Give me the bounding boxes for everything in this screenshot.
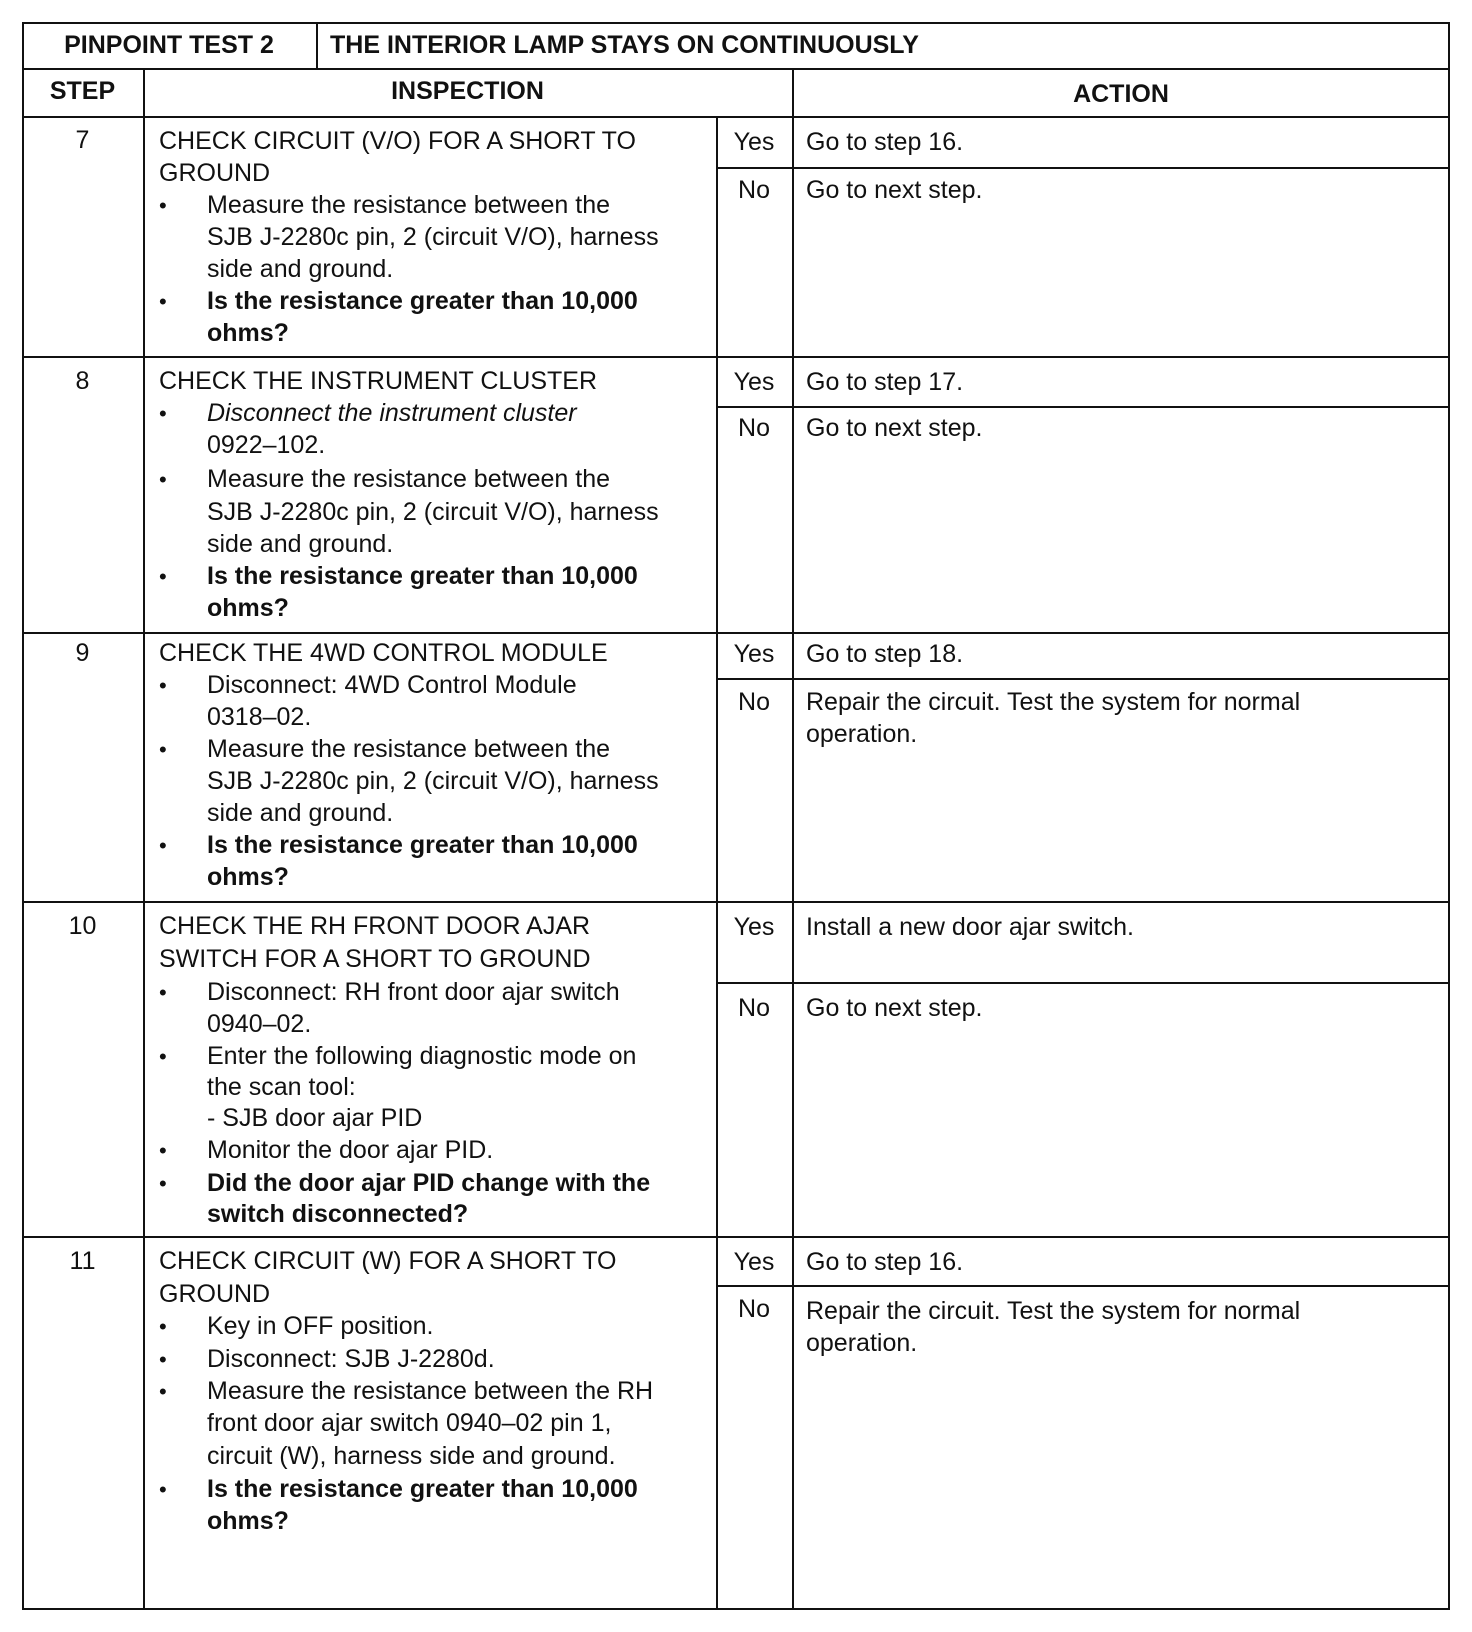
step-title-line: CHECK CIRCUIT (V/O) FOR A SHORT TO	[159, 127, 636, 155]
yes-action: Go to step 16.	[806, 128, 964, 156]
no-label: No	[738, 176, 770, 204]
no-action: operation.	[806, 1329, 918, 1357]
bullet-line: 0318–02.	[207, 703, 312, 731]
step-title-line: GROUND	[159, 159, 271, 187]
bullet-line: Disconnect: SJB J-2280d.	[207, 1345, 495, 1373]
bullet-question: Is the resistance greater than 10,000	[207, 562, 638, 590]
yes-label: Yes	[733, 1248, 775, 1276]
no-label: No	[738, 994, 770, 1022]
no-action: Repair the circuit. Test the system for normal	[806, 1297, 1301, 1325]
step-number: 7	[75, 126, 90, 154]
bullet-line: circuit (W), harness side and ground.	[207, 1442, 616, 1470]
row-divider	[22, 1236, 1450, 1238]
step-number: 9	[75, 639, 90, 667]
bullet-line: Enter the following diagnostic mode on	[207, 1042, 637, 1070]
bullet-line: Measure the resistance between the	[207, 191, 611, 219]
column-header-inspection: INSPECTION	[391, 77, 544, 105]
yes-no-divider	[716, 406, 1450, 408]
bullet-line: Measure the resistance between the	[207, 465, 611, 493]
bullet-icon: •	[159, 193, 167, 218]
bullet-icon: •	[159, 1171, 167, 1196]
no-action: Go to next step.	[806, 994, 983, 1022]
step-title-line: CHECK THE RH FRONT DOOR AJAR	[159, 912, 591, 940]
bullet-line: SJB J-2280c pin, 2 (circuit V/O), harness	[207, 767, 659, 795]
row-divider	[22, 632, 1450, 634]
step-number: 10	[68, 912, 97, 940]
bullet-question: Is the resistance greater than 10,000	[207, 287, 638, 315]
bullet-icon: •	[159, 1314, 167, 1339]
step-title-line: SWITCH FOR A SHORT TO GROUND	[159, 945, 591, 973]
no-action: Go to next step.	[806, 176, 983, 204]
no-action: Repair the circuit. Test the system for normal	[806, 688, 1301, 716]
column-header-step: STEP	[49, 77, 116, 105]
row-divider	[22, 356, 1450, 358]
step-number: 11	[69, 1247, 96, 1275]
bullet-icon: •	[159, 289, 167, 314]
bullet-icon: •	[159, 737, 167, 762]
no-label: No	[738, 414, 770, 442]
answer-column-divider	[716, 116, 718, 1610]
yes-action: Go to step 16.	[806, 1248, 964, 1276]
bullet-icon: •	[159, 401, 167, 426]
test-title: THE INTERIOR LAMP STAYS ON CONTINUOUSLY	[330, 31, 919, 59]
bullet-line: side and ground.	[207, 799, 394, 827]
bullet-line: side and ground.	[207, 530, 394, 558]
yes-label: Yes	[733, 640, 775, 668]
no-action: operation.	[806, 720, 918, 748]
step-column-divider	[143, 68, 145, 1610]
column-header-divider	[22, 116, 1450, 118]
yes-label: Yes	[733, 368, 775, 396]
bullet-icon: •	[159, 1347, 167, 1372]
step-title-line: CHECK THE 4WD CONTROL MODULE	[159, 639, 608, 667]
bullet-question: Is the resistance greater than 10,000	[207, 831, 638, 859]
test-label: PINPOINT TEST 2	[64, 31, 274, 59]
bullet-line: Disconnect: RH front door ajar switch	[207, 978, 620, 1006]
bullet-icon: •	[159, 673, 167, 698]
bullet-question: Is the resistance greater than 10,000	[207, 1475, 638, 1503]
bullet-icon: •	[159, 1044, 167, 1069]
header-divider	[22, 68, 1450, 70]
bullet-icon: •	[159, 980, 167, 1005]
bullet-line: Monitor the door ajar PID.	[207, 1136, 494, 1164]
yes-label: Yes	[733, 128, 775, 156]
bullet-question: ohms?	[207, 319, 289, 347]
bullet-question: ohms?	[207, 594, 289, 622]
bullet-icon: •	[159, 833, 167, 858]
bullet-line: the scan tool:	[207, 1073, 356, 1101]
bullet-line: front door ajar switch 0940–02 pin 1,	[207, 1409, 612, 1437]
bullet-line: Key in OFF position.	[207, 1312, 434, 1340]
column-header-action: ACTION	[1073, 80, 1169, 108]
row-divider	[22, 901, 1450, 903]
no-action: Go to next step.	[806, 414, 983, 442]
yes-no-divider	[716, 167, 1450, 169]
bullet-line: Disconnect: 4WD Control Module	[207, 671, 577, 699]
yes-action: Install a new door ajar switch.	[806, 913, 1134, 941]
sub-bullet-line: - SJB door ajar PID	[207, 1104, 423, 1132]
step-number: 8	[75, 367, 90, 395]
bullet-icon: •	[159, 564, 167, 589]
yes-no-divider	[716, 982, 1450, 984]
yes-label: Yes	[733, 913, 775, 941]
yes-no-divider	[716, 1285, 1450, 1287]
step-title-line: GROUND	[159, 1280, 271, 1308]
yes-action: Go to step 18.	[806, 640, 964, 668]
yes-no-divider	[716, 678, 1450, 680]
title-divider	[316, 22, 318, 70]
bullet-line: side and ground.	[207, 255, 394, 283]
bullet-line: SJB J-2280c pin, 2 (circuit V/O), harness	[207, 223, 659, 251]
bullet-icon: •	[159, 467, 167, 492]
bullet-line: Measure the resistance between the RH	[207, 1377, 654, 1405]
step-title-line: CHECK THE INSTRUMENT CLUSTER	[159, 367, 598, 395]
no-label: No	[738, 688, 770, 716]
yes-action: Go to step 17.	[806, 368, 964, 396]
action-column-divider	[792, 68, 794, 1610]
bullet-line: Disconnect the instrument cluster	[207, 399, 577, 427]
bullet-question: ohms?	[207, 863, 289, 891]
bullet-line: 0922–102.	[207, 431, 326, 459]
bullet-line: SJB J-2280c pin, 2 (circuit V/O), harness	[207, 498, 659, 526]
bullet-question: switch disconnected?	[207, 1200, 469, 1228]
no-label: No	[738, 1295, 770, 1323]
bullet-icon: •	[159, 1138, 167, 1163]
bullet-question: ohms?	[207, 1507, 289, 1535]
bullet-icon: •	[159, 1477, 167, 1502]
bullet-icon: •	[159, 1379, 167, 1404]
bullet-line: Measure the resistance between the	[207, 735, 611, 763]
bullet-question: Did the door ajar PID change with the	[207, 1169, 651, 1197]
step-title-line: CHECK CIRCUIT (W) FOR A SHORT TO	[159, 1247, 617, 1275]
bullet-line: 0940–02.	[207, 1010, 312, 1038]
